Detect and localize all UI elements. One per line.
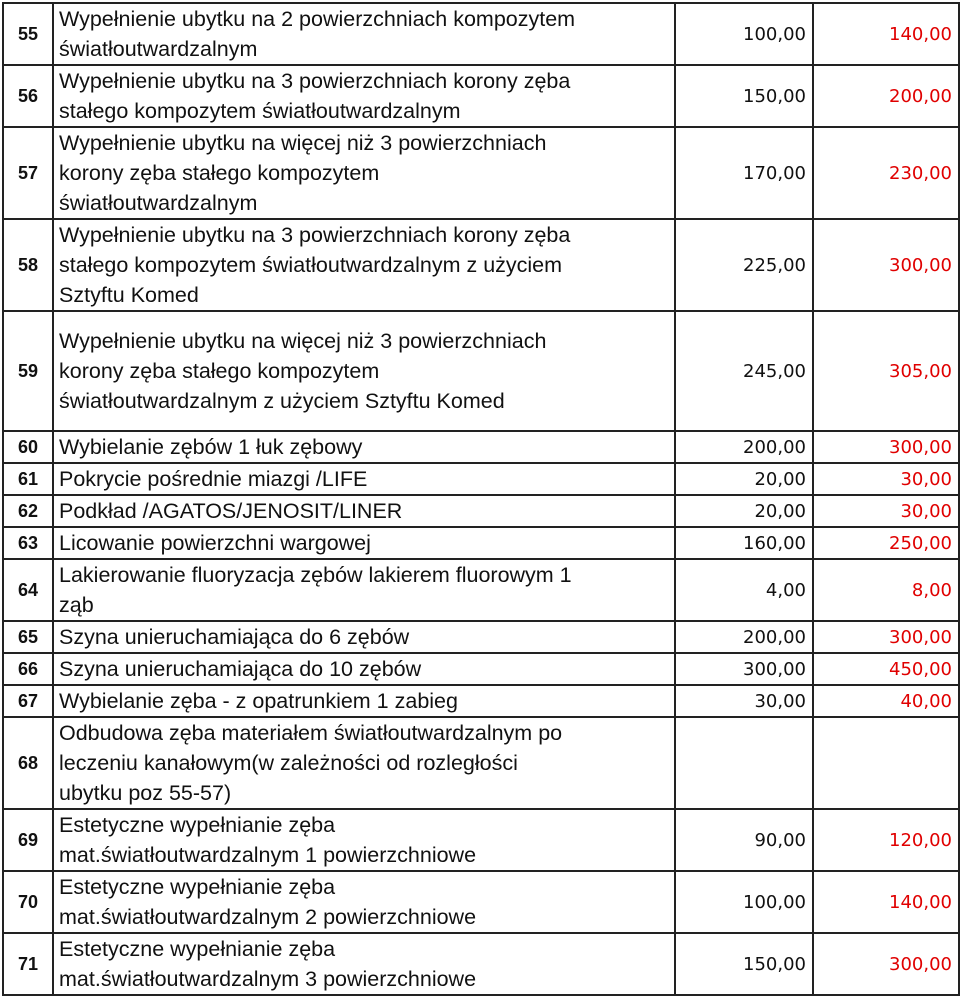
- price-min: 170,00: [675, 127, 813, 219]
- price-max: 300,00: [813, 621, 959, 653]
- service-description: Szyna unieruchamiająca do 10 zębów: [53, 653, 675, 685]
- table-row: [3, 809, 959, 871]
- row-number: 56: [3, 65, 53, 127]
- price-max: 40,00: [813, 685, 959, 717]
- service-description: Pokrycie pośrednie miazgi /LIFE: [53, 463, 675, 495]
- price-min: [675, 717, 813, 809]
- row-number: 67: [3, 685, 53, 717]
- price-max: 30,00: [813, 463, 959, 495]
- price-min: 30,00: [675, 685, 813, 717]
- price-min: 20,00: [675, 463, 813, 495]
- price-min: 200,00: [675, 621, 813, 653]
- service-description: Estetyczne wypełnianie zęba mat.światłoutwardzalnym 3 powierzchniowe: [53, 933, 675, 995]
- service-description: Lakierowanie fluoryzacja zębów lakierem fluorowym 1 ząb: [53, 559, 675, 621]
- row-number: 69: [3, 809, 53, 871]
- price-max: 450,00: [813, 653, 959, 685]
- table-row: [3, 871, 959, 933]
- table-row: [3, 717, 959, 809]
- row-number: 62: [3, 495, 53, 527]
- price-max: 8,00: [813, 559, 959, 621]
- row-number: 68: [3, 717, 53, 809]
- price-min: 245,00: [675, 311, 813, 431]
- row-number: 60: [3, 431, 53, 463]
- table-row: [3, 685, 959, 717]
- table-row: [3, 621, 959, 653]
- row-number: 59: [3, 311, 53, 431]
- price-min: 300,00: [675, 653, 813, 685]
- table-row: [3, 311, 959, 431]
- table-row: [3, 431, 959, 463]
- price-max: 30,00: [813, 495, 959, 527]
- price-min: 150,00: [675, 65, 813, 127]
- price-max: 120,00: [813, 809, 959, 871]
- price-max: 305,00: [813, 311, 959, 431]
- price-max: 300,00: [813, 219, 959, 311]
- service-description: Wypełnienie ubytku na 2 powierzchniach kompozytem światłoutwardzalnym: [53, 3, 675, 65]
- table-row: [3, 495, 959, 527]
- price-max: 250,00: [813, 527, 959, 559]
- price-min: 90,00: [675, 809, 813, 871]
- price-table: [2, 2, 960, 996]
- price-min: 4,00: [675, 559, 813, 621]
- service-description: Wypełnienie ubytku na 3 powierzchniach korony zęba stałego kompozytem światłoutwardzalnym: [53, 65, 675, 127]
- price-max: 140,00: [813, 3, 959, 65]
- price-max: [813, 717, 959, 809]
- row-number: 70: [3, 871, 53, 933]
- service-description: Wybielanie zęba - z opatrunkiem 1 zabieg: [53, 685, 675, 717]
- price-min: 150,00: [675, 933, 813, 995]
- row-number: 55: [3, 3, 53, 65]
- price-min: 200,00: [675, 431, 813, 463]
- service-description: Estetyczne wypełnianie zęba mat.światłoutwardzalnym 1 powierzchniowe: [53, 809, 675, 871]
- service-description: Estetyczne wypełnianie zęba mat.światłoutwardzalnym 2 powierzchniowe: [53, 871, 675, 933]
- row-number: 61: [3, 463, 53, 495]
- table-row: [3, 559, 959, 621]
- row-number: 58: [3, 219, 53, 311]
- price-min: 20,00: [675, 495, 813, 527]
- row-number: 64: [3, 559, 53, 621]
- price-max: 230,00: [813, 127, 959, 219]
- price-min: 100,00: [675, 3, 813, 65]
- price-max: 200,00: [813, 65, 959, 127]
- service-description: Szyna unieruchamiająca do 6 zębów: [53, 621, 675, 653]
- table-row: [3, 219, 959, 311]
- service-description: Wybielanie zębów 1 łuk zębowy: [53, 431, 675, 463]
- row-number: 63: [3, 527, 53, 559]
- table-row: [3, 3, 959, 65]
- service-description: Wypełnienie ubytku na 3 powierzchniach korony zęba stałego kompozytem światłoutwardzalnym z użyciem Sztyftu Komed: [53, 219, 675, 311]
- price-min: 160,00: [675, 527, 813, 559]
- row-number: 65: [3, 621, 53, 653]
- price-max: 300,00: [813, 933, 959, 995]
- service-description: Wypełnienie ubytku na więcej niż 3 powierzchniach korony zęba stałego kompozytem światłoutwardzalnym: [53, 127, 675, 219]
- table-row: [3, 933, 959, 995]
- service-description: Licowanie powierzchni wargowej: [53, 527, 675, 559]
- table-row: [3, 653, 959, 685]
- row-number: 71: [3, 933, 53, 995]
- row-number: 57: [3, 127, 53, 219]
- service-description: Podkład /AGATOS/JENOSIT/LINER: [53, 495, 675, 527]
- service-description: Odbudowa zęba materiałem światłoutwardzalnym po leczeniu kanałowym(w zależności od rozległości ubytku poz 55-57): [53, 717, 675, 809]
- table-row: [3, 463, 959, 495]
- table-row: [3, 127, 959, 219]
- table-row: [3, 527, 959, 559]
- price-max: 140,00: [813, 871, 959, 933]
- table-row: [3, 65, 959, 127]
- service-description: Wypełnienie ubytku na więcej niż 3 powierzchniach korony zęba stałego kompozytem światłoutwardzalnym z użyciem Sztyftu Komed: [53, 311, 675, 431]
- price-min: 225,00: [675, 219, 813, 311]
- price-max: 300,00: [813, 431, 959, 463]
- price-min: 100,00: [675, 871, 813, 933]
- row-number: 66: [3, 653, 53, 685]
